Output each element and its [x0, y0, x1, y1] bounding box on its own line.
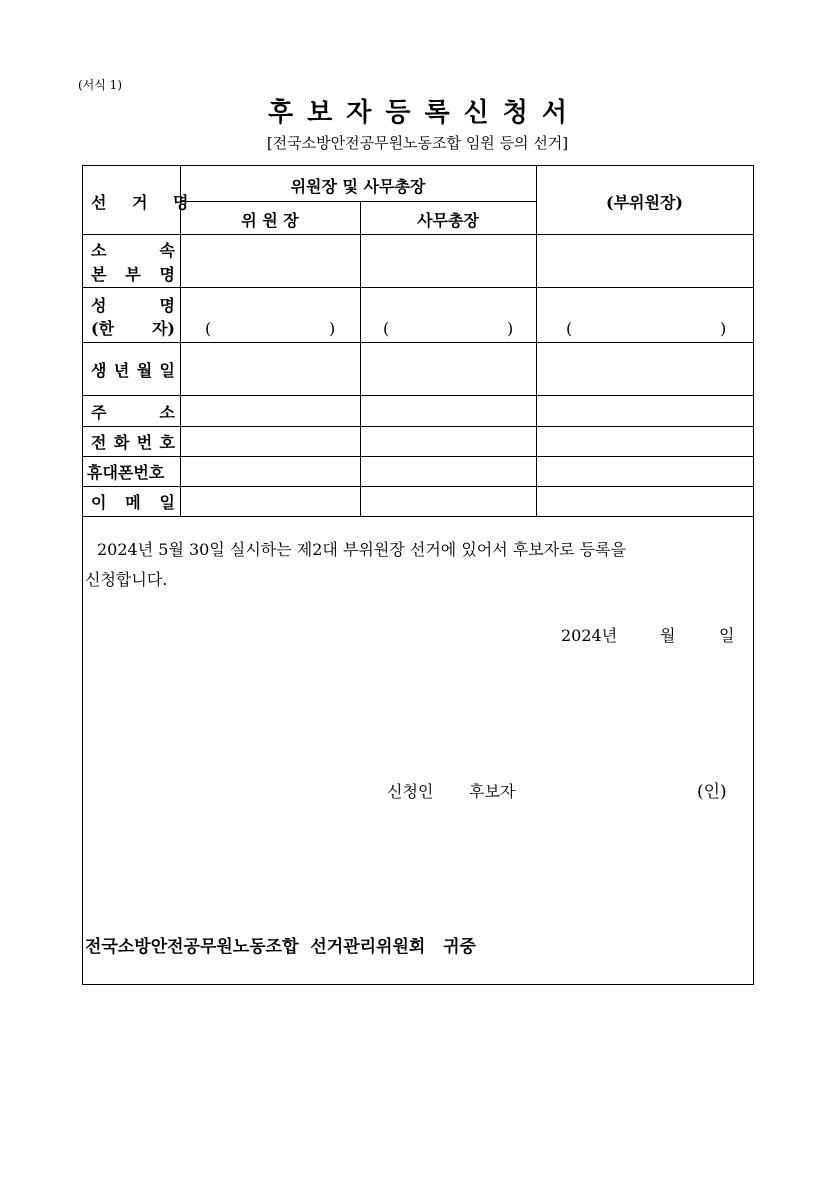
hanja-close-paren-secgen: ) [507, 319, 514, 338]
recipient-line [85, 932, 476, 962]
row-label-address [91, 400, 175, 423]
row-label-birthdate-part: 생 [91, 361, 107, 380]
row-label-email-part: 메 [125, 493, 141, 512]
row-label-branch-1-part: 속 [159, 241, 175, 260]
row-label-email-part: 일 [159, 493, 175, 512]
row-label-phone-part: 전 [91, 433, 107, 452]
election-name-label: 선 거 명 [91, 193, 199, 212]
row-label-branch-2 [91, 262, 175, 285]
row-label-name-1-part: 성 [91, 296, 107, 315]
row-label-branch-1 [91, 238, 175, 261]
hanja-close-paren-vice: ) [720, 319, 727, 338]
row-label-birthdate-part: 년 [113, 361, 130, 380]
date-day: 일 [719, 626, 735, 645]
row-label-phone-part: 호 [159, 433, 175, 452]
row-label-phone-part: 화 [113, 433, 130, 452]
page-title: 후보자등록신청서 [268, 98, 581, 128]
date-month: 월 [660, 626, 676, 645]
column-header-secgen: 사무총장 [417, 211, 479, 230]
row-label-name-2 [91, 316, 175, 339]
row-label-branch-2-part: 부 [125, 265, 141, 284]
row-label-phone-part: 번 [136, 433, 153, 452]
applicant-label: 신청인 [387, 782, 434, 801]
row-label-name-2-part: (한 [91, 319, 115, 338]
row-label-address-part: 소 [159, 403, 175, 422]
row-label-branch-2-part: 명 [159, 265, 175, 284]
row-label-branch-2-part: 본 [91, 265, 107, 284]
date-year: 2024년 [561, 626, 618, 645]
applicant-seal: (인) [697, 782, 727, 802]
row-label-mobile: 휴대폰번호 [87, 463, 165, 482]
statement-line-2: 신청합니다. [85, 570, 168, 589]
recipient-org: 전국소방안전공무원노동조합 [85, 937, 299, 957]
hanja-open-paren-secgen: ( [383, 319, 390, 338]
hanja-open-paren-chair: ( [205, 319, 212, 338]
row-label-name-2-part: 자) [151, 319, 175, 338]
row-label-email-part: 이 [91, 493, 107, 512]
row-label-birthdate-part: 일 [159, 361, 175, 380]
row-label-phone [91, 430, 175, 453]
row-label-email [91, 490, 175, 513]
row-label-birthdate [91, 358, 175, 381]
row-label-birthdate-part: 월 [136, 361, 153, 380]
hanja-open-paren-vice: ( [566, 319, 573, 338]
form-number: (서식 1) [78, 78, 122, 92]
column-header-chair: 위 원 장 [241, 211, 299, 230]
applicant-role: 후보자 [469, 782, 516, 801]
row-label-address-part: 주 [91, 403, 107, 422]
recipient-honorific: 귀중 [443, 937, 476, 957]
hanja-close-paren-chair: ) [329, 319, 336, 338]
statement-line-1: 2024년 5월 30일 실시하는 제2대 부위원장 선거에 있어서 후보자로 등록을 [97, 540, 627, 559]
row-label-branch-1-part: 소 [91, 241, 107, 260]
registration-form [82, 165, 754, 985]
column-header-vice-chair: (부위원장) [606, 193, 683, 212]
page-subtitle: [전국소방안전공무원노동조합 임원 등의 선거] [266, 134, 569, 152]
row-label-name-1 [91, 293, 175, 316]
group-header-chair-secgen: 위원장 및 사무총장 [290, 177, 426, 196]
recipient-committee: 선거관리위원회 [310, 937, 426, 957]
row-label-name-1-part: 명 [159, 296, 175, 315]
